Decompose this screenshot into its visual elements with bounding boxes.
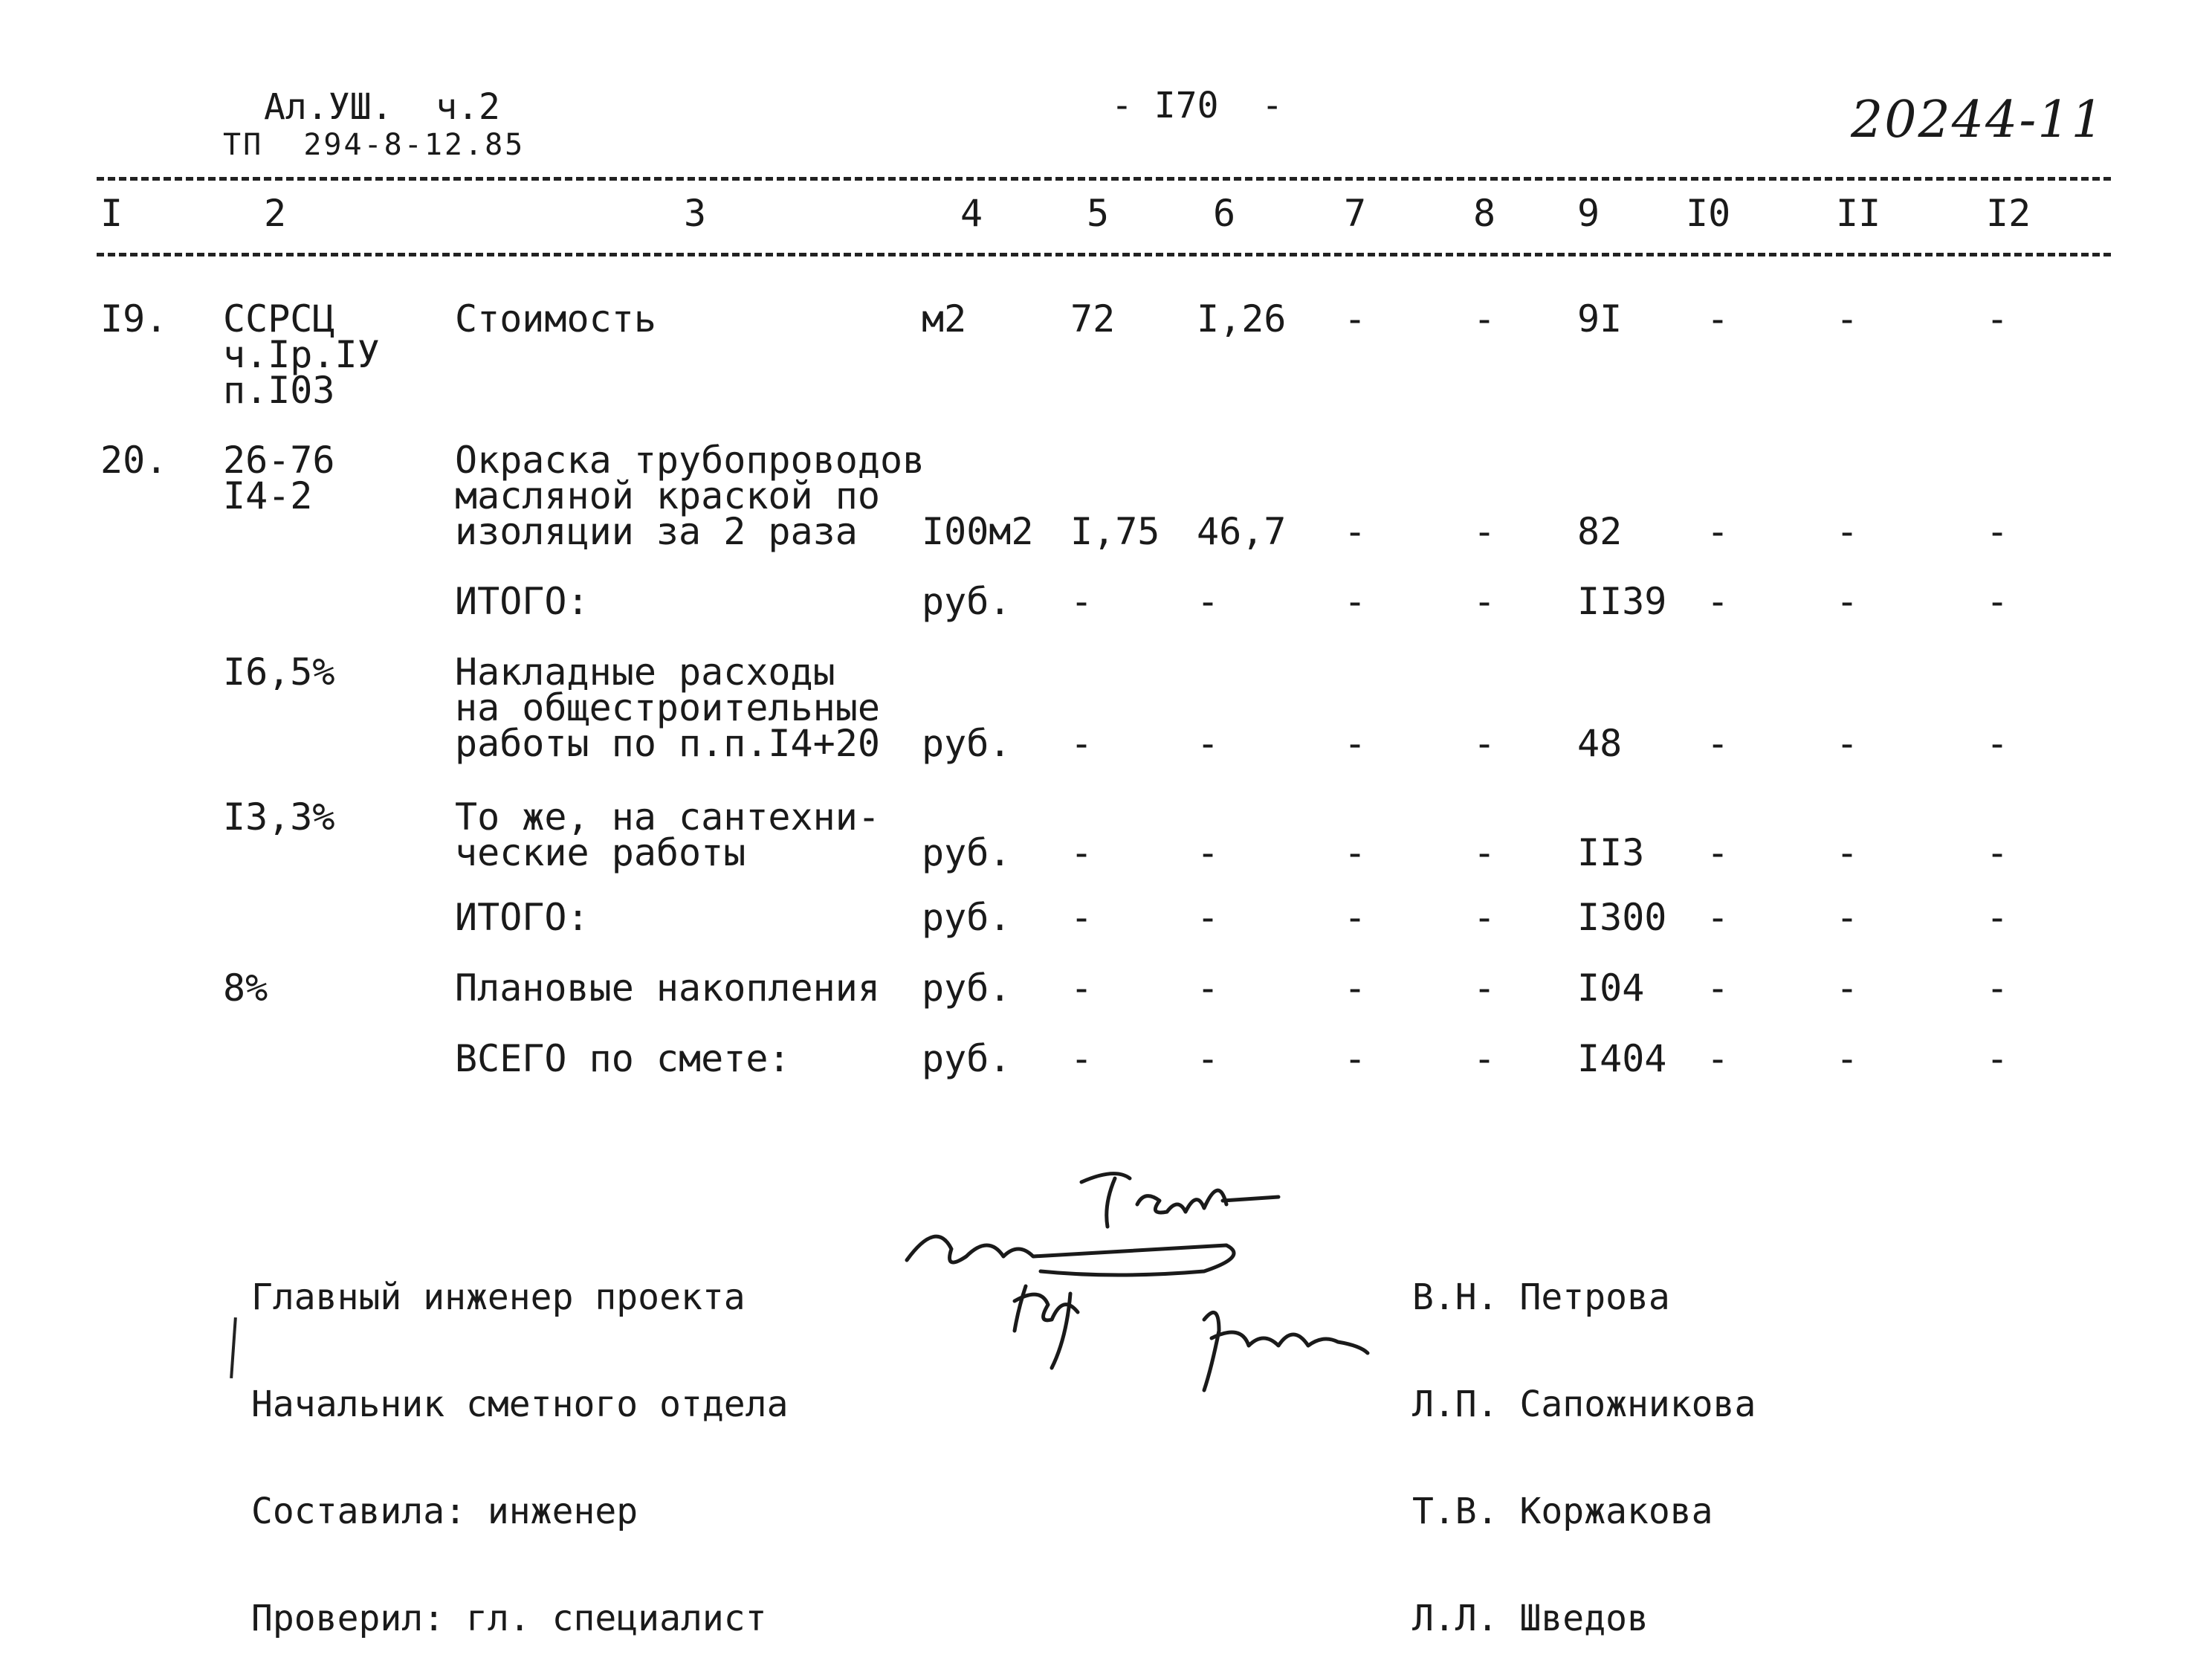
cell-c11: -	[1836, 722, 1859, 765]
cell-unit: I00м2	[922, 510, 1034, 553]
column-number: 5	[1087, 192, 1110, 235]
cell-name: То же, на сантехни- ческие работы	[455, 795, 880, 874]
cell-name: ВСЕГО по смете:	[455, 1037, 791, 1080]
cell-c6: -	[1197, 580, 1220, 623]
signature-sapozhnikova	[907, 1236, 1234, 1275]
cell-c11: -	[1836, 580, 1859, 623]
name-sapozhnikova: Л.П. Сапожникова	[1412, 1384, 1756, 1425]
cell-c11: -	[1836, 831, 1859, 874]
project-code: ТП 294-8-12.85	[223, 128, 525, 162]
cell-c9: 48	[1577, 722, 1623, 765]
header-top-rule	[97, 177, 2111, 181]
cell-c9: I404	[1577, 1037, 1667, 1080]
cell-c12: -	[1986, 722, 2009, 765]
role-compiled-by: Составила: инженер	[251, 1491, 638, 1532]
cell-code: 8%	[223, 966, 268, 1010]
column-number: 9	[1577, 192, 1600, 235]
cell-code: I3,3%	[223, 795, 335, 839]
signature-shvedov	[1204, 1312, 1368, 1390]
cell-c7: -	[1344, 297, 1367, 340]
cell-no: 20.	[100, 439, 168, 482]
column-number: 2	[264, 192, 287, 235]
cell-c10: -	[1707, 831, 1730, 874]
column-number: II	[1836, 192, 1881, 235]
cell-c7: -	[1344, 966, 1367, 1010]
cell-unit: руб.	[922, 966, 1012, 1010]
column-number: I2	[1986, 192, 2031, 235]
cell-c9: I04	[1577, 966, 1645, 1010]
cell-c8: -	[1473, 722, 1496, 765]
cell-c12: -	[1986, 580, 2009, 623]
cell-name: ИТОГО:	[455, 896, 589, 939]
cell-c10: -	[1707, 1037, 1730, 1080]
cell-code: ССРСЦ ч.Iр.IУ п.I03	[223, 297, 380, 412]
page-number: - I70 -	[1111, 85, 1284, 126]
column-number: 4	[960, 192, 983, 235]
cell-c5: -	[1070, 966, 1093, 1010]
role-estimate-head: Начальник сметного отдела	[251, 1384, 789, 1425]
header-bottom-rule	[97, 253, 2111, 256]
cell-c5: 72	[1070, 297, 1116, 340]
cell-c7: -	[1344, 510, 1367, 553]
role-checked-by: Проверил: гл. специалист	[251, 1598, 767, 1639]
cell-c6: -	[1197, 831, 1220, 874]
cell-c8: -	[1473, 297, 1496, 340]
cell-c5: -	[1070, 722, 1093, 765]
cell-name: ИТОГО:	[455, 580, 589, 623]
cell-c10: -	[1707, 580, 1730, 623]
cell-name: Стоимость	[455, 297, 656, 340]
cell-c12: -	[1986, 896, 2009, 939]
cell-c10: -	[1707, 297, 1730, 340]
cell-c12: -	[1986, 297, 2009, 340]
cell-name: Плановые накопления	[455, 966, 880, 1010]
cell-c5: -	[1070, 580, 1093, 623]
cell-unit: руб.	[922, 722, 1012, 765]
cell-c7: -	[1344, 896, 1367, 939]
name-shvedov: Л.Л. Шведов	[1412, 1598, 1649, 1639]
cell-c8: -	[1473, 966, 1496, 1010]
cell-unit: руб.	[922, 896, 1012, 939]
handwritten-signatures	[892, 1145, 1382, 1413]
cell-c11: -	[1836, 966, 1859, 1010]
cell-c8: -	[1473, 896, 1496, 939]
archive-number: 20244-11	[1851, 91, 2105, 149]
cell-c7: -	[1344, 722, 1367, 765]
signature-names	[1412, 1208, 1756, 1672]
cell-unit: руб.	[922, 580, 1012, 623]
name-korzhakova: Т.В. Коржакова	[1412, 1491, 1713, 1532]
document-code: Ал.УШ. ч.2	[264, 86, 500, 128]
cell-c6: -	[1197, 896, 1220, 939]
cell-c5: -	[1070, 831, 1093, 874]
cell-name: Окраска трубопроводов масляной краской по изоляции за 2 раза	[455, 439, 925, 553]
cell-c10: -	[1707, 966, 1730, 1010]
cell-c9: II39	[1577, 580, 1667, 623]
cell-c9: 9I	[1577, 297, 1623, 340]
column-number: I	[100, 192, 123, 235]
cell-c7: -	[1344, 831, 1367, 874]
signature-korzhakova	[1015, 1286, 1078, 1368]
cell-c11: -	[1836, 1037, 1859, 1080]
cell-unit: руб.	[922, 831, 1012, 874]
cell-c12: -	[1986, 510, 2009, 553]
cell-c10: -	[1707, 510, 1730, 553]
cell-c12: -	[1986, 1037, 2009, 1080]
role-chief-engineer: Главный инженер проекта	[251, 1276, 746, 1318]
cell-c8: -	[1473, 831, 1496, 874]
column-number: 3	[684, 192, 707, 235]
margin-mark	[230, 1317, 237, 1378]
signature-petrova	[1081, 1174, 1278, 1227]
cell-c5: -	[1070, 1037, 1093, 1080]
cell-c9: 82	[1577, 510, 1623, 553]
cell-c11: -	[1836, 896, 1859, 939]
cell-c8: -	[1473, 510, 1496, 553]
cell-c6: 46,7	[1197, 510, 1287, 553]
cell-c11: -	[1836, 510, 1859, 553]
cell-c6: -	[1197, 966, 1220, 1010]
cell-code: I6,5%	[223, 651, 335, 694]
cell-c11: -	[1836, 297, 1859, 340]
column-number: 6	[1213, 192, 1236, 235]
cell-unit: м2	[922, 297, 967, 340]
signature-roles	[251, 1208, 788, 1672]
cell-c5: I,75	[1070, 510, 1160, 553]
cell-c7: -	[1344, 1037, 1367, 1080]
cell-c12: -	[1986, 831, 2009, 874]
column-number: I0	[1686, 192, 1731, 235]
cell-c8: -	[1473, 580, 1496, 623]
cell-c9: I300	[1577, 896, 1667, 939]
cell-name: Накладные расходы на общестроительные работы по п.п.I4+20	[455, 651, 880, 765]
cell-c10: -	[1707, 896, 1730, 939]
cell-code: 26-76 I4-2	[223, 439, 335, 517]
cell-c8: -	[1473, 1037, 1496, 1080]
cell-no: I9.	[100, 297, 168, 340]
column-number: 7	[1344, 192, 1367, 235]
column-number: 8	[1473, 192, 1496, 235]
cell-c12: -	[1986, 966, 2009, 1010]
cell-c10: -	[1707, 722, 1730, 765]
cell-c7: -	[1344, 580, 1367, 623]
cell-unit: руб.	[922, 1037, 1012, 1080]
name-petrova: В.Н. Петрова	[1412, 1276, 1670, 1318]
cell-c5: -	[1070, 896, 1093, 939]
cell-c6: I,26	[1197, 297, 1287, 340]
cell-c6: -	[1197, 1037, 1220, 1080]
cell-c6: -	[1197, 722, 1220, 765]
cell-c9: II3	[1577, 831, 1645, 874]
